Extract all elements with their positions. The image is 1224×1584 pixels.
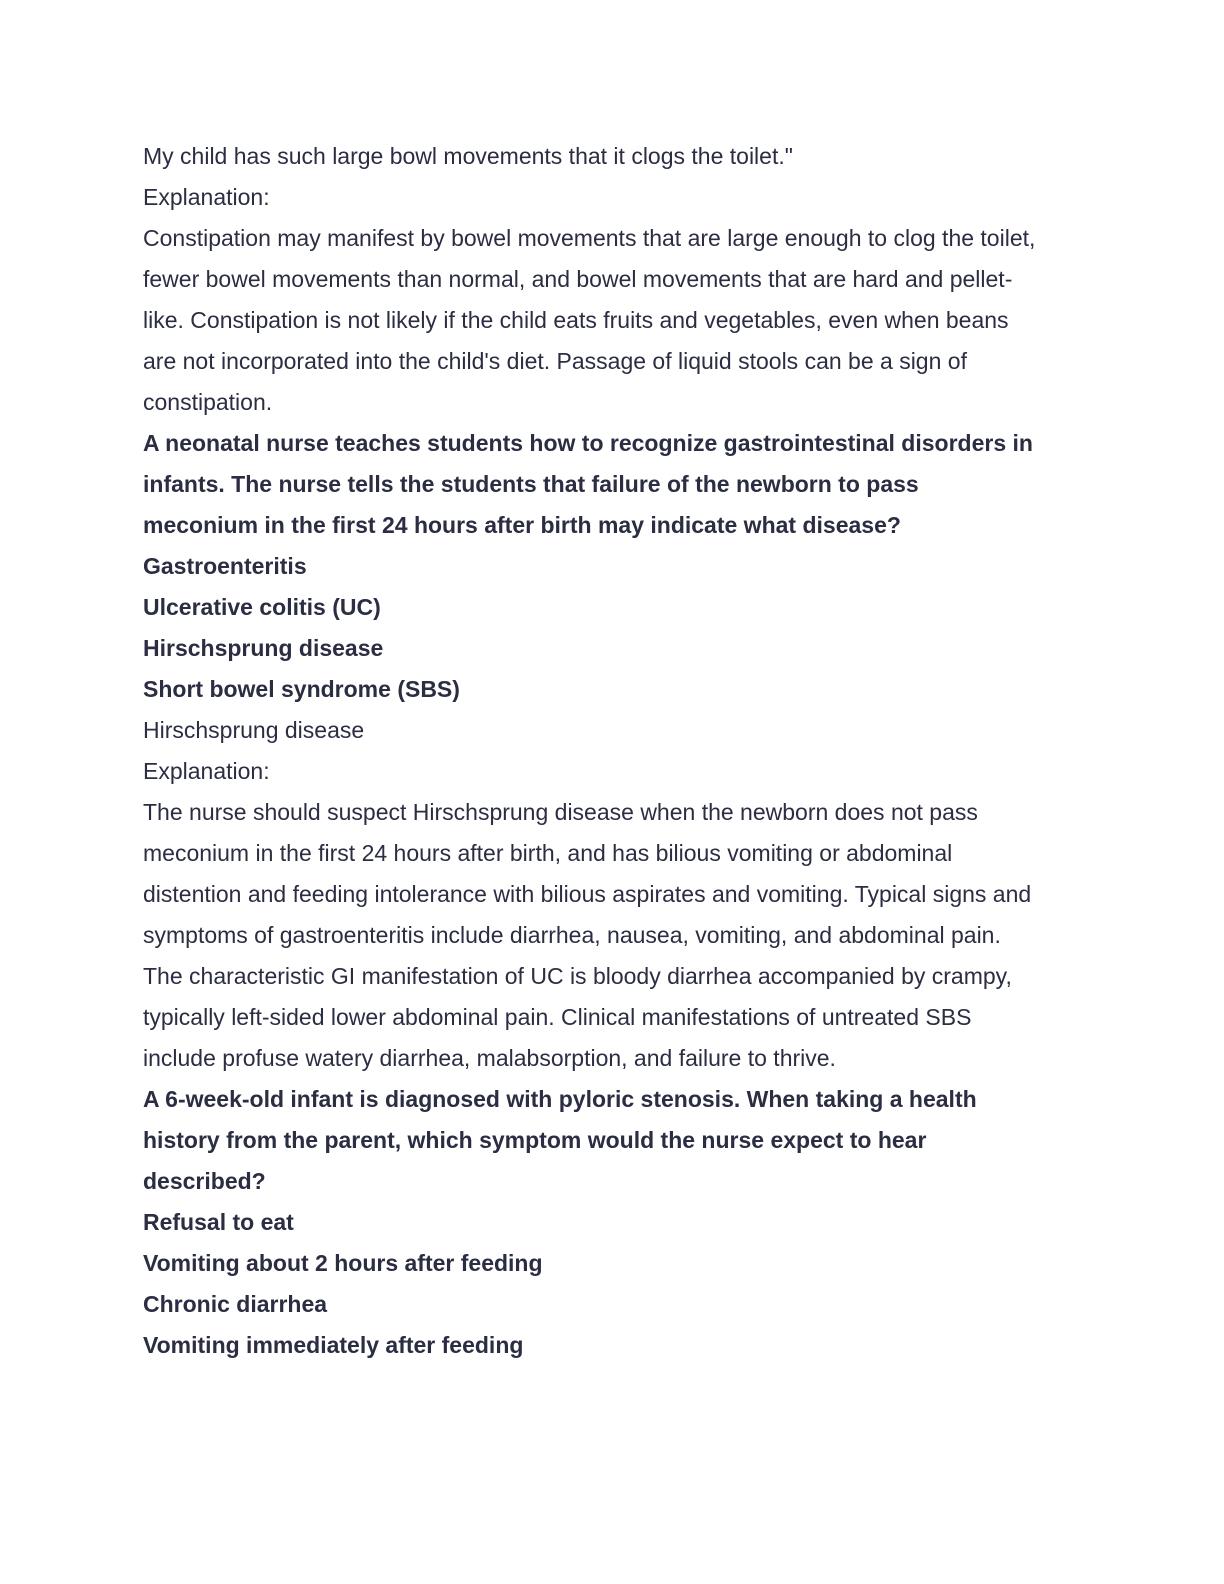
text-line: My child has such large bowl movements that it clogs the toilet." (143, 143, 793, 169)
document-page (143, 136, 1078, 1366)
text-line: Constipation may manifest by bowel movements that are large enough to clog the toilet, (143, 225, 1036, 251)
question-line: infants. The nurse tells the students that failure of the newborn to pass (143, 471, 919, 497)
explanation-heading: Explanation: (143, 184, 270, 210)
answer-option: Short bowel syndrome (SBS) (143, 676, 460, 702)
text-line: fewer bowel movements than normal, and bowel movements that are hard and pellet- (143, 266, 1013, 292)
text-line: symptoms of gastroenteritis include diarrhea, nausea, vomiting, and abdominal pain. (143, 922, 1001, 948)
answer-option: Ulcerative colitis (UC) (143, 594, 381, 620)
text-line: distention and feeding intolerance with bilious aspirates and vomiting. Typical signs and (143, 881, 1032, 907)
explanation-heading: Explanation: (143, 758, 270, 784)
question-line: described? (143, 1168, 266, 1194)
text-line: The nurse should suspect Hirschsprung disease when the newborn does not pass (143, 799, 978, 825)
text-line: constipation. (143, 389, 273, 415)
text-line: include profuse watery diarrhea, malabsorption, and failure to thrive. (143, 1045, 836, 1071)
answer-option: Gastroenteritis (143, 553, 307, 579)
text-line: typically left-sided lower abdominal pain. Clinical manifestations of untreated SBS (143, 1004, 972, 1030)
question-line: A neonatal nurse teaches students how to recognize gastrointestinal disorders in (143, 430, 1033, 456)
answer-option: Hirschsprung disease (143, 635, 384, 661)
answer-option: Vomiting about 2 hours after feeding (143, 1250, 543, 1276)
text-line: are not incorporated into the child's diet. Passage of liquid stools can be a sign of (143, 348, 967, 374)
text-line: The characteristic GI manifestation of UC is bloody diarrhea accompanied by crampy, (143, 963, 1012, 989)
text-line: meconium in the first 24 hours after birth, and has bilious vomiting or abdominal (143, 840, 953, 866)
answer-option: Refusal to eat (143, 1209, 294, 1235)
answer-option: Chronic diarrhea (143, 1291, 328, 1317)
question-line: meconium in the first 24 hours after birth may indicate what disease? (143, 512, 901, 538)
question-line: A 6-week-old infant is diagnosed with pyloric stenosis. When taking a health (143, 1086, 977, 1112)
correct-answer: Hirschsprung disease (143, 717, 365, 743)
question-line: history from the parent, which symptom would the nurse expect to hear (143, 1127, 927, 1153)
answer-option: Vomiting immediately after feeding (143, 1332, 524, 1358)
text-line: like. Constipation is not likely if the child eats fruits and vegetables, even when beans (143, 307, 1009, 333)
